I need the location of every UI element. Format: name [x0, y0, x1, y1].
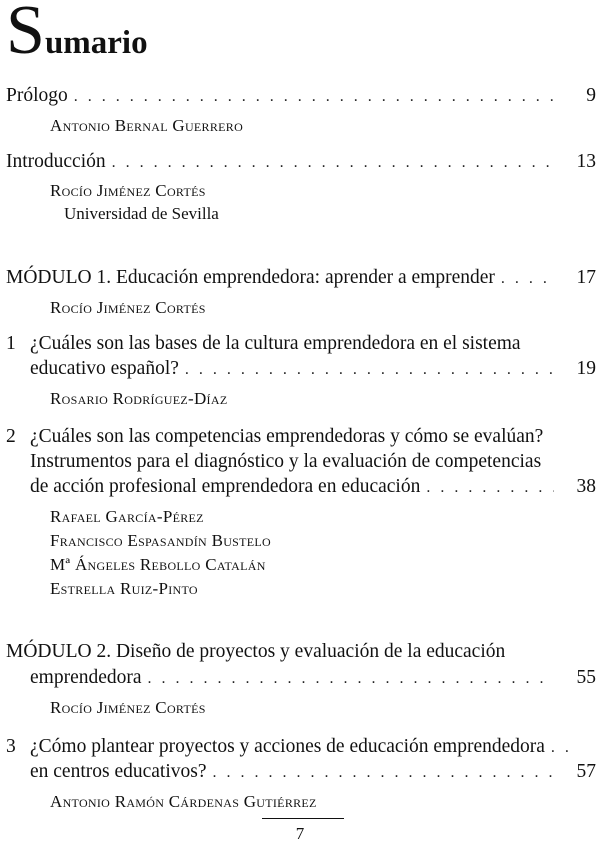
entry-title-cont: en centros educativos? [30, 761, 207, 782]
author: Mª Ángeles Rebollo Catalán [50, 555, 266, 574]
title-initial: S [6, 0, 45, 69]
author: Rosario Rodríguez-Díaz [50, 389, 228, 408]
toc-entry-modulo-1 [6, 266, 596, 291]
toc-entry-chapter-2-cont [6, 450, 596, 474]
dot-leader [148, 667, 554, 691]
dot-leader [74, 85, 554, 109]
page-number: 19 [576, 358, 596, 379]
entry-title-cont: Instrumentos para el diagnóstico y la evaluación de competencias [30, 451, 542, 472]
entry-title: ¿Cuáles son las bases de la cultura emprendedora en el sistema [30, 333, 521, 354]
dot-leader [551, 736, 573, 760]
dot-leader [213, 761, 554, 785]
entry-title-cont: educativo español? [30, 358, 179, 379]
entry-title: MÓDULO 2. Diseño de proyectos y evaluación de la educación [6, 641, 506, 662]
toc-entry-chapter-1-cont [6, 357, 596, 382]
toc-entry-modulo-2 [6, 640, 596, 664]
author: Rocío Jiménez Cortés [50, 298, 206, 317]
entry-title: Introducción [6, 151, 106, 172]
dot-leader [501, 267, 554, 291]
page-number: 55 [576, 667, 596, 688]
affiliation: Universidad de Sevilla [64, 204, 219, 223]
page-number: 13 [576, 151, 596, 172]
author: Rafael García-Pérez [50, 507, 204, 526]
page-number: 38 [576, 476, 596, 497]
toc-entry-chapter-2-cont2 [6, 475, 596, 500]
entry-title: ¿Cómo plantear proyectos y acciones de educación emprendedora [30, 736, 545, 757]
entry-title: MÓDULO 1. Educación emprendedora: aprender a emprender [6, 267, 495, 288]
dot-leader [426, 476, 554, 500]
page-number: 9 [586, 85, 596, 106]
chapter-number: 3 [6, 736, 16, 757]
chapter-number: 1 [6, 333, 16, 354]
toc-entry-modulo-2-cont [6, 666, 596, 691]
entry-title: ¿Cuáles son las competencias emprendedoras y cómo se evalúan? [30, 426, 544, 447]
toc-entry-chapter-2 [6, 425, 596, 449]
author: Francisco Espasandín Bustelo [50, 531, 271, 550]
entry-title: Prólogo [6, 85, 68, 106]
toc-entry-prologo [6, 84, 596, 109]
author: Rocío Jiménez Cortés [50, 698, 206, 717]
dot-leader [112, 151, 554, 175]
toc-entry-chapter-3-cont [6, 760, 596, 785]
author: Antonio Ramón Cárdenas Gutiérrez [50, 792, 317, 811]
author: Estrella Ruiz-Pinto [50, 579, 198, 598]
page-title [6, 0, 148, 69]
chapter-number: 2 [6, 426, 16, 447]
toc-entry-chapter-3 [6, 735, 596, 760]
footer-rule [262, 818, 344, 819]
entry-title-cont: de acción profesional emprendedora en educación [30, 476, 421, 497]
toc-entry-introduccion [6, 150, 596, 175]
page-number: 17 [576, 267, 596, 288]
toc-entry-chapter-1 [6, 332, 596, 356]
author: Rocío Jiménez Cortés [50, 181, 206, 200]
dot-leader [185, 358, 554, 382]
folio-page-number: 7 [295, 824, 305, 843]
page-number: 57 [576, 761, 596, 782]
title-rest: umario [44, 25, 148, 61]
entry-title-cont: emprendedora [30, 667, 142, 688]
author: Antonio Bernal Guerrero [50, 116, 244, 135]
